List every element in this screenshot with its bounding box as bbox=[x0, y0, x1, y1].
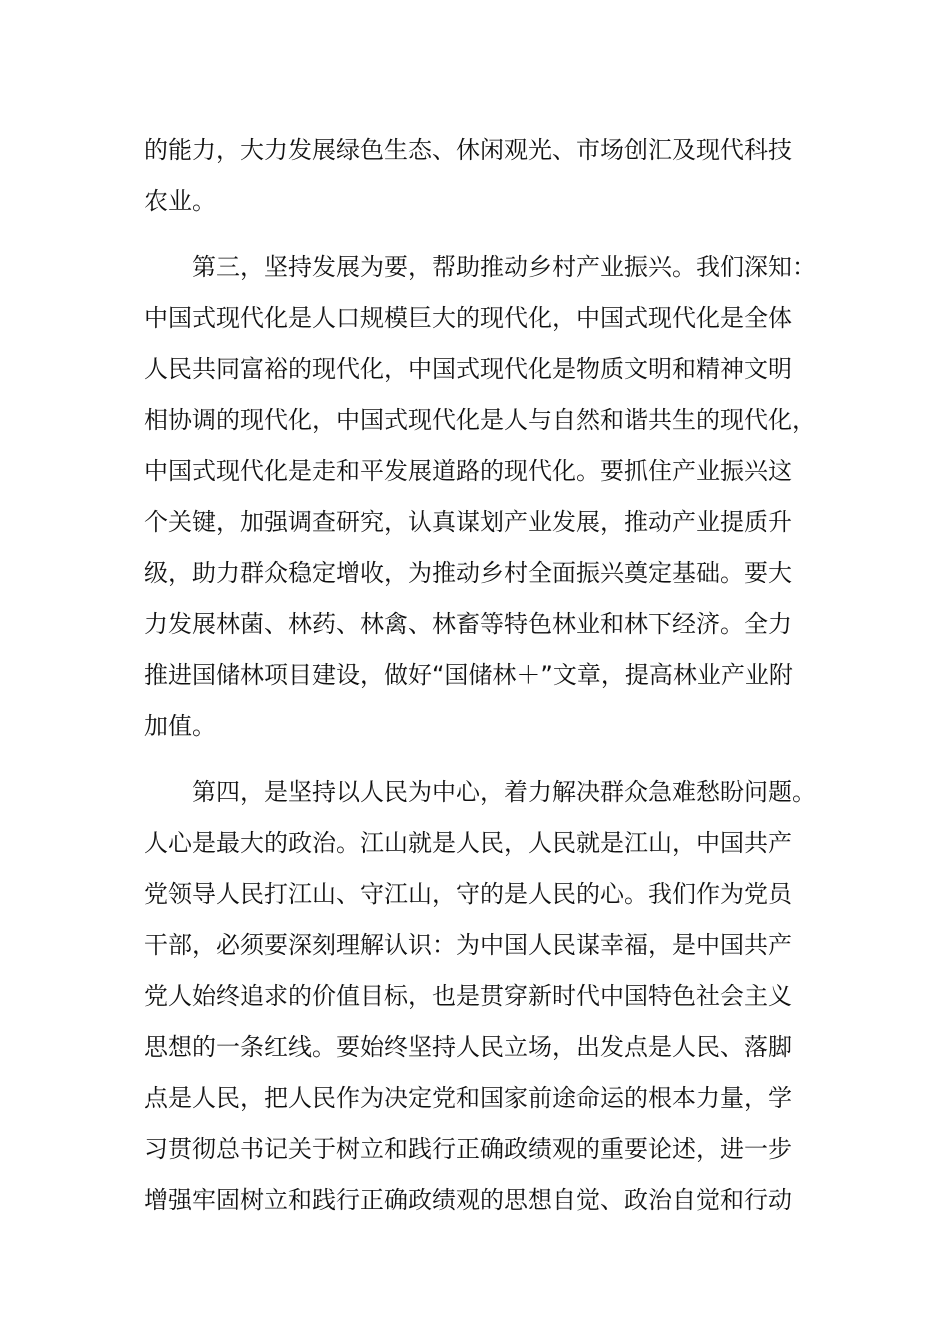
paragraph-fourth-line-5: 党人始终追求的价值目标，也是贯穿新时代中国特色社会主义 bbox=[144, 982, 792, 1010]
paragraph-fourth-line-6: 思想的一条红线。要始终坚持人民立场，出发点是人民、落脚 bbox=[144, 1033, 792, 1061]
paragraph-third-line-4: 相协调的现代化，中国式现代化是人与自然和谐共生的现代化， bbox=[144, 406, 816, 434]
paragraph-third-line-3: 人民共同富裕的现代化，中国式现代化是物质文明和精神文明 bbox=[144, 355, 792, 383]
paragraph-third-line-8: 力发展林菌、林药、林禽、林畜等特色林业和林下经济。全力 bbox=[144, 610, 792, 638]
paragraph-fourth-line-1: 第四，是坚持以人民为中心，着力解决群众急难愁盼问题。 bbox=[192, 778, 816, 806]
paragraph-third-line-9: 推进国储林项目建设，做好“国储林＋”文章，提高林业产业附 bbox=[144, 661, 793, 689]
paragraph-fourth-line-2: 人心是最大的政治。江山就是人民，人民就是江山，中国共产 bbox=[144, 829, 792, 857]
paragraph-fourth-line-4: 干部，必须要深刻理解认识：为中国人民谋幸福，是中国共产 bbox=[144, 931, 792, 959]
paragraph-third-line-10: 加值。 bbox=[144, 712, 216, 740]
paragraph-third-line-6: 个关键，加强调查研究，认真谋划产业发展，推动产业提质升 bbox=[144, 508, 792, 536]
paragraph-fourth-line-9: 增强牢固树立和践行正确政绩观的思想自觉、政治自觉和行动 bbox=[144, 1186, 792, 1214]
paragraph-third-line-7: 级，助力群众稳定增收，为推动乡村全面振兴奠定基础。要大 bbox=[144, 559, 792, 587]
paragraph-fourth-line-3: 党领导人民打江山、守江山，守的是人民的心。我们作为党员 bbox=[144, 880, 792, 908]
paragraph-third-line-5: 中国式现代化是走和平发展道路的现代化。要抓住产业振兴这 bbox=[144, 457, 792, 485]
paragraph-third-line-1: 第三，坚持发展为要，帮助推动乡村产业振兴。我们深知： bbox=[192, 253, 816, 281]
paragraph-continuation-line-1: 的能力，大力发展绿色生态、休闲观光、市场创汇及现代科技 bbox=[144, 136, 792, 164]
paragraph-continuation-line-2: 农业。 bbox=[144, 187, 216, 215]
paragraph-fourth-line-8: 习贯彻总书记关于树立和践行正确政绩观的重要论述，进一步 bbox=[144, 1135, 792, 1163]
paragraph-fourth-line-7: 点是人民，把人民作为决定党和国家前途命运的根本力量，学 bbox=[144, 1084, 792, 1112]
paragraph-third-line-2: 中国式现代化是人口规模巨大的现代化，中国式现代化是全体 bbox=[144, 304, 792, 332]
